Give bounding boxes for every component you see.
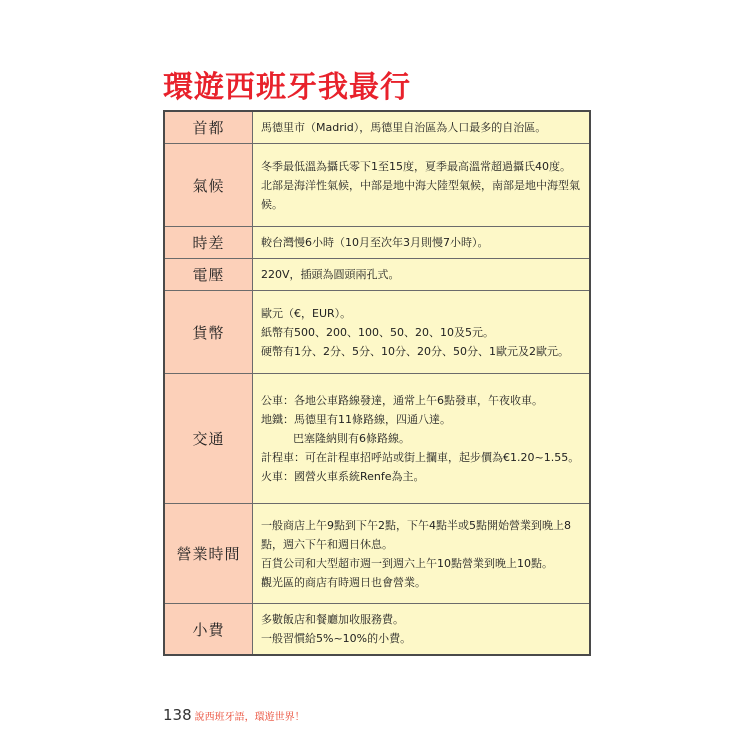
content-line: 計程車：可在計程車招呼站或街上攔車，起步價為€1.20~1.55。 <box>261 451 580 464</box>
content-line: 硬幣有1分、2分、5分、10分、20分、50分、1歐元及2歐元。 <box>261 344 569 358</box>
row-content-timezone <box>253 227 591 259</box>
page-footer <box>163 706 305 724</box>
table-row <box>164 144 590 227</box>
table-row <box>164 604 590 656</box>
content-line: 百貨公司和大型超市週一到週六上午10點營業到晚上10點。 <box>261 556 553 570</box>
content-line: 一般習慣給5%~10%的小費。 <box>261 632 412 645</box>
row-label-transport: 交通 <box>164 374 253 504</box>
content-line: 冬季最低溫為攝氏零下1至15度，夏季最高溫常超過攝氏40度。 <box>261 159 571 173</box>
row-label-timezone: 時差 <box>164 227 253 259</box>
content-line: 一般商店上午9點到下午2點，下午4點半或5點開始營業到晚上8點，週六下午和週日休息。 <box>261 518 571 551</box>
book-title: 說西班牙語，環遊世界！ <box>194 712 305 723</box>
page-title: 環遊西班牙我最行 <box>163 70 411 105</box>
row-label-capital: 首都 <box>164 111 253 144</box>
row-label-climate: 氣候 <box>164 144 253 227</box>
content-line: 公車：各地公車路線發達，通常上午6點發車，午夜收車。 <box>261 394 543 407</box>
content-line: 220V，插頭為圓頭兩孔式。 <box>261 268 400 281</box>
content-line: 歐元（€，EUR）。 <box>261 306 352 320</box>
row-content-business-hours <box>253 504 591 604</box>
content-line: 馬德里市（Madrid），馬德里自治區為人口最多的自治區。 <box>261 121 547 134</box>
content-line: 巴塞隆納則有6條路線。 <box>293 432 410 445</box>
row-label-tipping: 小費 <box>164 604 253 656</box>
row-content-capital <box>253 111 591 144</box>
row-content-currency <box>253 291 591 374</box>
info-table <box>163 110 591 656</box>
row-content-climate <box>253 144 591 227</box>
table-row <box>164 504 590 604</box>
table-row <box>164 111 590 144</box>
row-label-voltage: 電壓 <box>164 259 253 291</box>
row-label-currency: 貨幣 <box>164 291 253 374</box>
row-content-tipping <box>253 604 591 656</box>
table-row <box>164 227 590 259</box>
table-row <box>164 291 590 374</box>
content-line: 觀光區的商店有時週日也會營業。 <box>261 575 426 589</box>
content-line: 地鐵：馬德里有11條路線，四通八達。 <box>261 413 451 426</box>
table-row <box>164 259 590 291</box>
page-number: 138 <box>163 706 192 724</box>
row-label-business-hours: 營業時間 <box>164 504 253 604</box>
row-content-transport <box>253 374 591 504</box>
content-line: 火車：國營火車系統Renfe為主。 <box>261 470 425 483</box>
content-line: 多數飯店和餐廳加收服務費。 <box>261 613 404 626</box>
content-line: 較台灣慢6小時（10月至次年3月則慢7小時）。 <box>261 236 489 249</box>
table-row <box>164 374 590 504</box>
row-content-voltage <box>253 259 591 291</box>
content-line: 北部是海洋性氣候，中部是地中海大陸型氣候，南部是地中海型氣候。 <box>261 178 580 211</box>
content-line: 紙幣有500、200、100、50、20、10及5元。 <box>261 325 494 339</box>
